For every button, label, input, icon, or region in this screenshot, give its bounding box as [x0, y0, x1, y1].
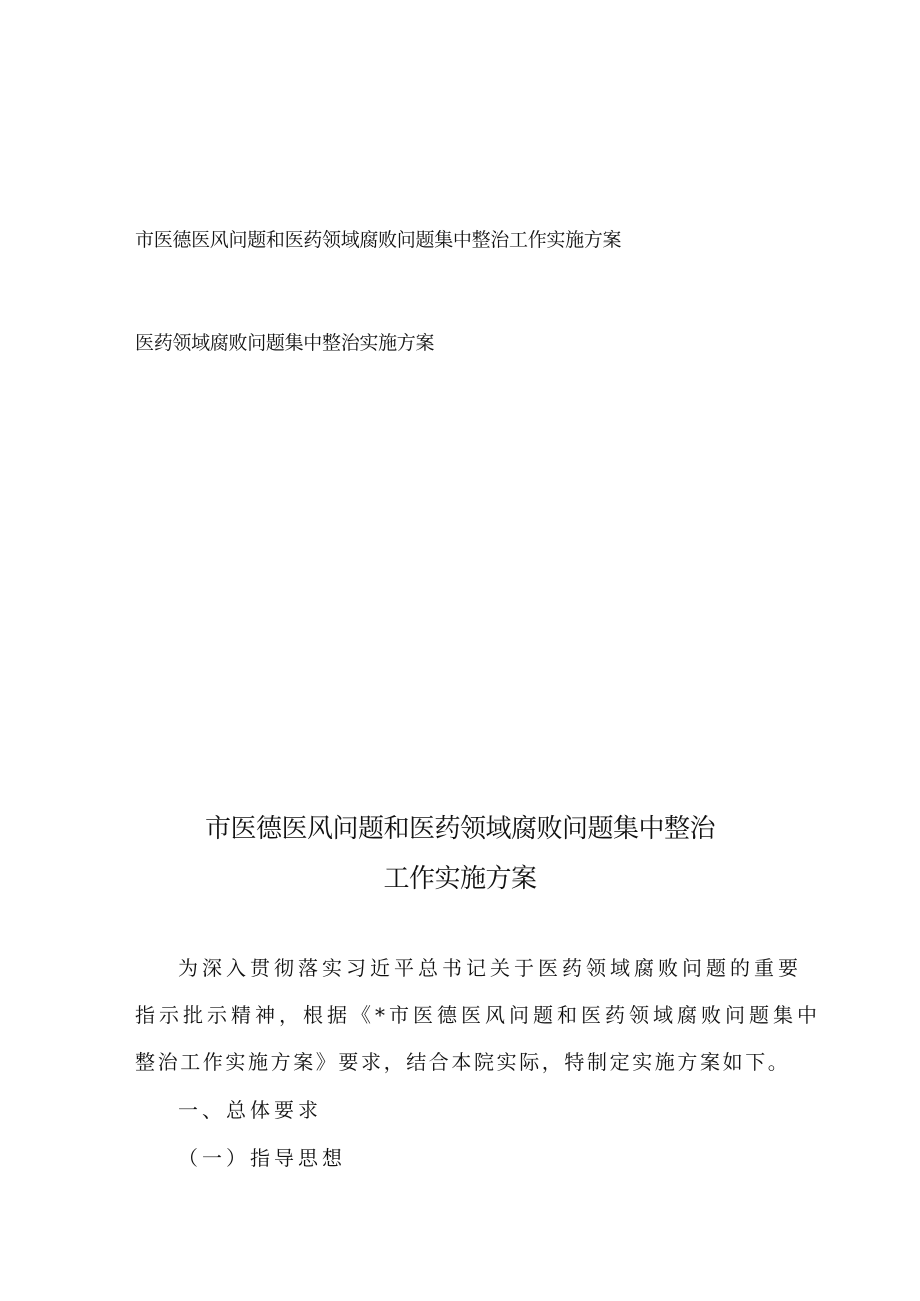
- document-title-line-1: 市医德医风问题和医药领域腐败问题集中整治: [204, 814, 715, 844]
- paragraph-line: 为深入贯彻落实习近平总书记关于医药领域腐败问题的重要: [178, 956, 802, 980]
- paragraph-line: 整治工作实施方案》要求，结合本院实际，特制定实施方案如下。: [135, 1050, 791, 1074]
- paragraph-line: 指示批示精神，根据《*市医德医风问题和医药领域腐败问题集中: [135, 1003, 821, 1027]
- document-title-line-2: 工作实施方案: [383, 864, 537, 894]
- cover-title: 市医德医风问题和医药领域腐败问题集中整治工作实施方案: [135, 229, 622, 251]
- cover-subtitle: 医药领域腐败问题集中整治实施方案: [135, 332, 435, 354]
- section-heading: 一、总体要求: [178, 1098, 322, 1122]
- subsection-heading: （一）指导思想: [178, 1146, 346, 1170]
